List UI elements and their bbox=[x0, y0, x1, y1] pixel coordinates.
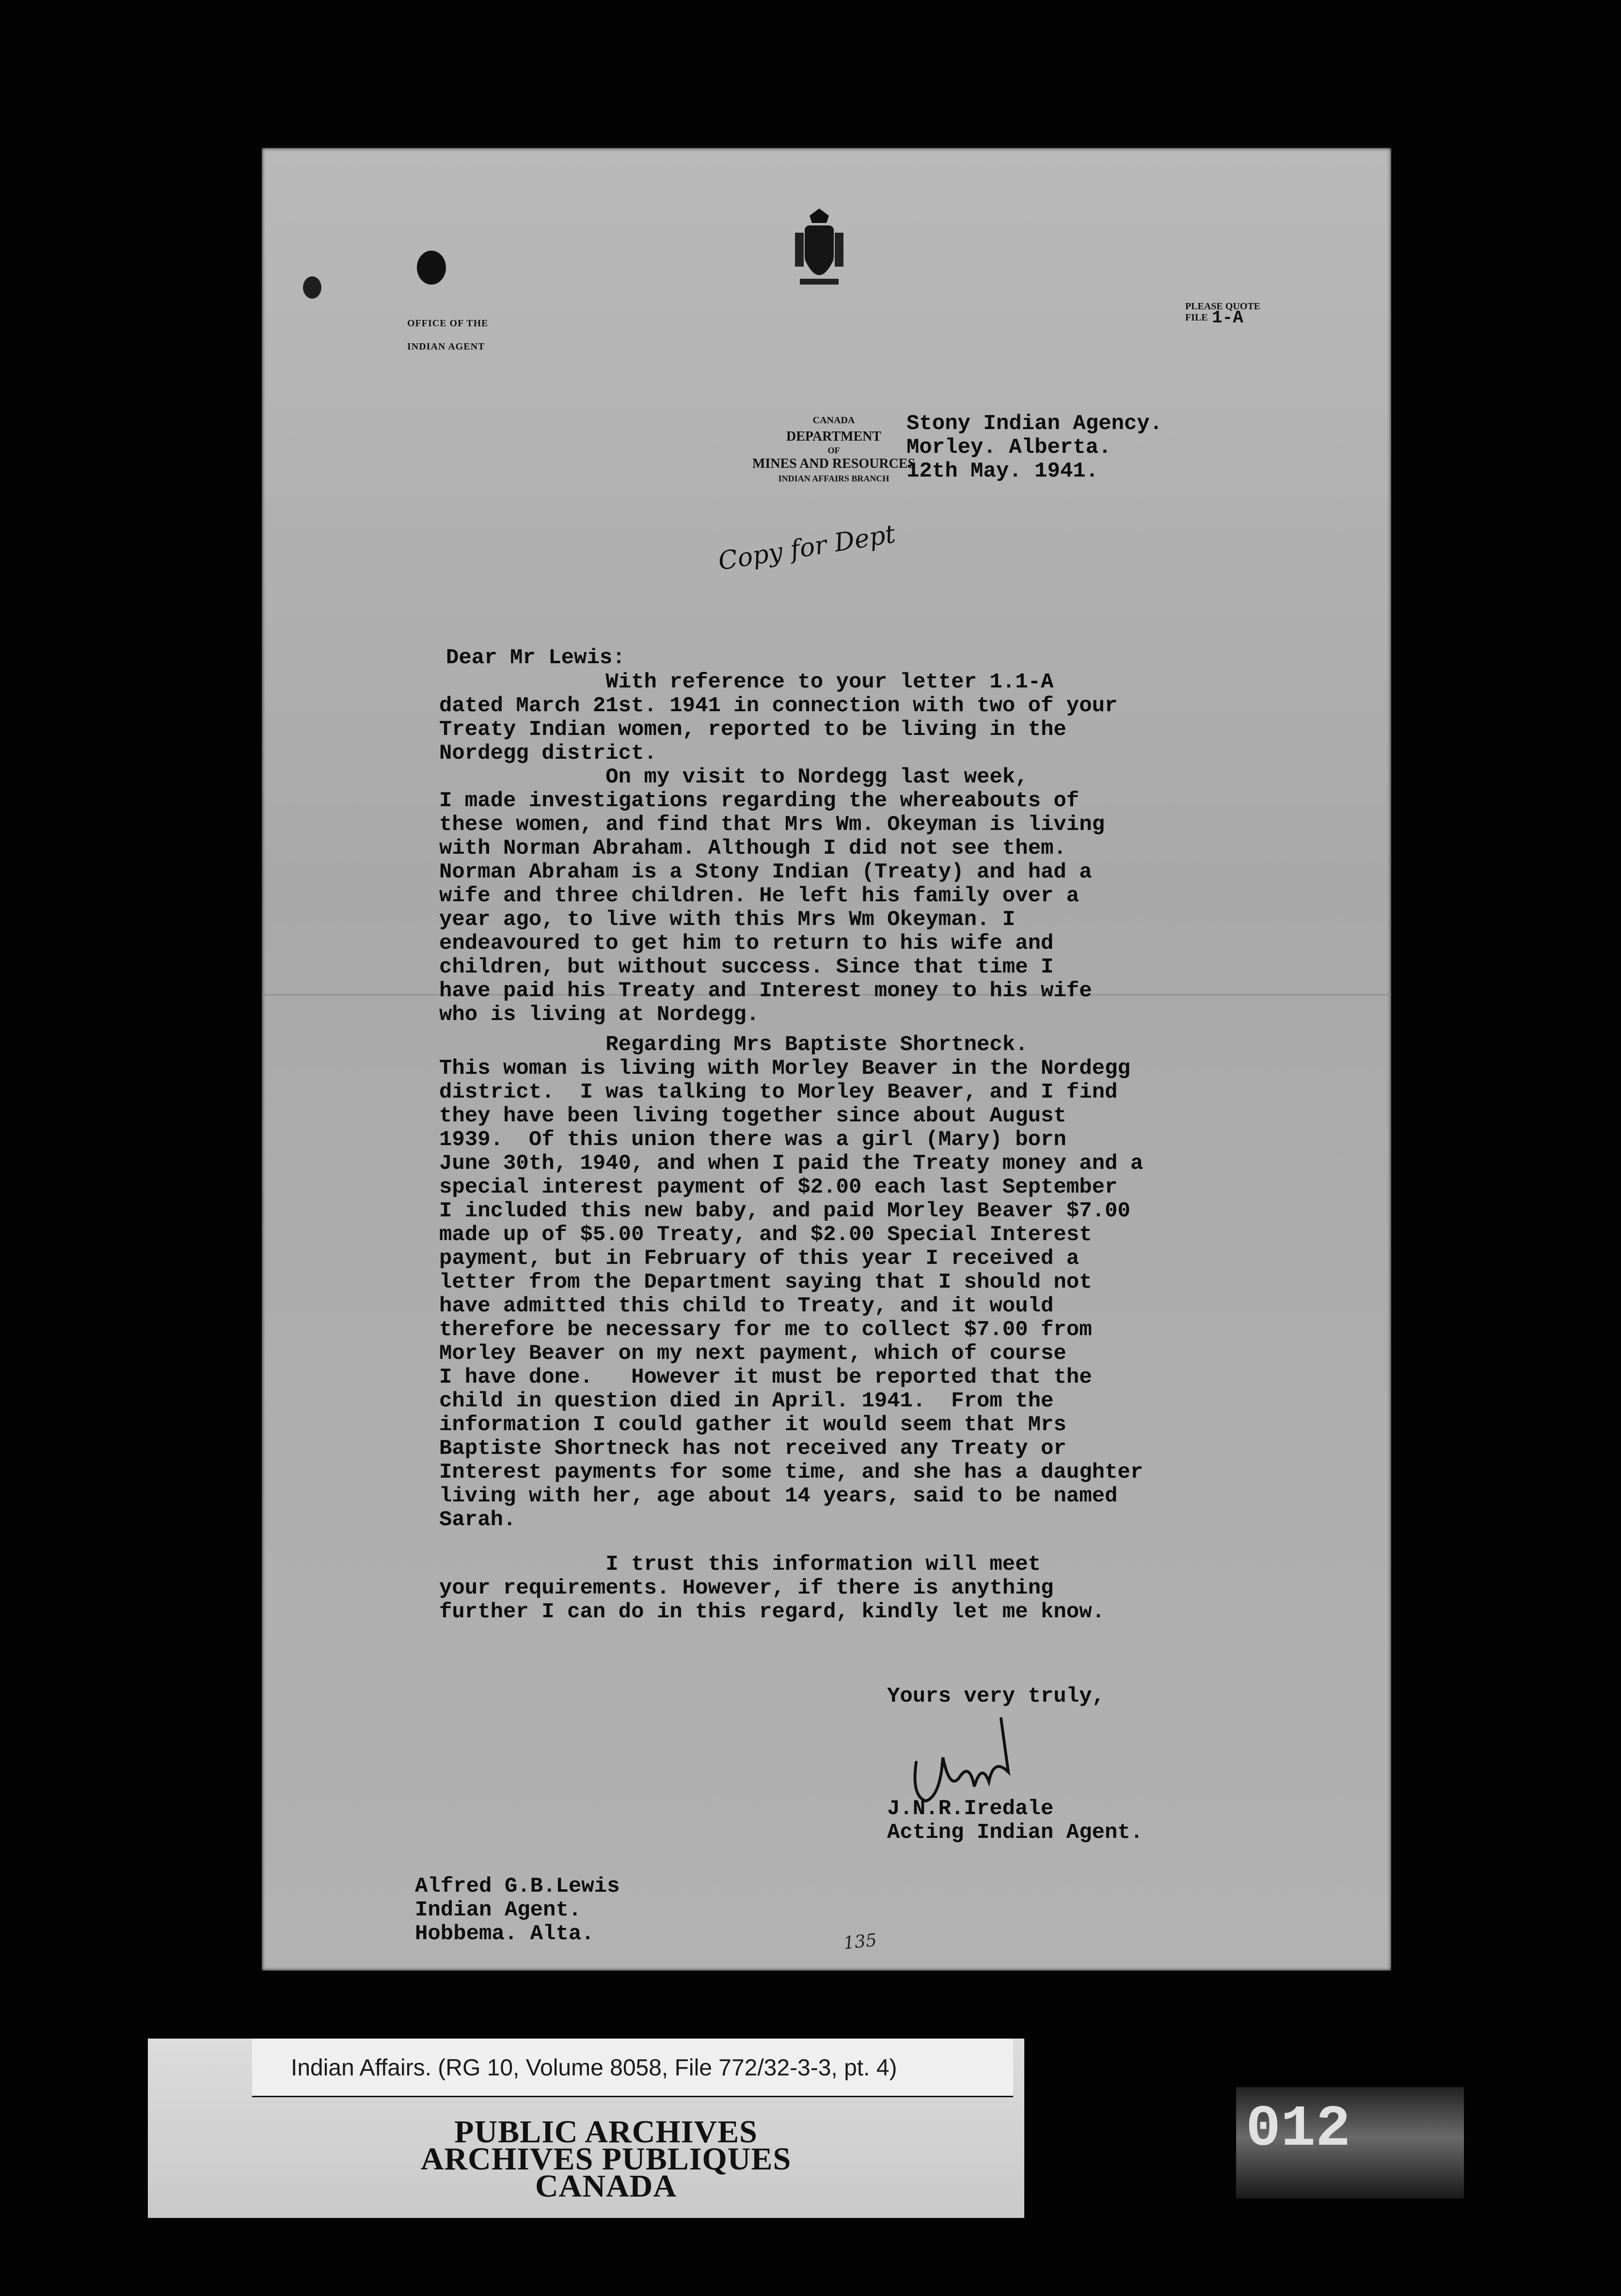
text-line: letter from the Department saying that I should not bbox=[439, 1270, 1092, 1294]
address-line2: Morley. Alberta. bbox=[906, 435, 1112, 460]
signer-title: Acting Indian Agent. bbox=[887, 1820, 1144, 1845]
branch-label: INDIAN AFFAIRS BRANCH bbox=[778, 474, 890, 483]
text-line: With reference to your letter 1.1-A bbox=[439, 670, 1054, 694]
text-line: therefore be necessary for me to collect $7.00 from bbox=[439, 1318, 1092, 1342]
paragraph-2 bbox=[439, 1033, 1143, 1532]
country-label: CANADA bbox=[812, 415, 855, 426]
archive-line3: CANADA bbox=[535, 2168, 677, 2204]
paragraph-1 bbox=[439, 670, 1117, 1027]
recipient-location: Hobbema. Alta. bbox=[415, 1922, 594, 1946]
paragraph-3 bbox=[439, 1553, 1105, 1624]
text-line: these women, and find that Mrs Wm. Okeyman is living bbox=[439, 813, 1105, 837]
sender-address bbox=[906, 412, 1162, 483]
file-number: 1-A bbox=[1212, 308, 1243, 328]
frame-counter bbox=[1236, 2087, 1464, 2199]
salutation: Dear Mr Lewis: bbox=[446, 646, 625, 670]
letter-page bbox=[262, 148, 1391, 1971]
department-label: DEPARTMENT bbox=[786, 429, 882, 444]
archive-line2: ARCHIVES PUBLIQUES bbox=[420, 2141, 792, 2177]
recipient-title: Indian Agent. bbox=[415, 1898, 582, 1922]
recipient-name: Alfred G.B.Lewis bbox=[415, 1874, 620, 1898]
please-quote-label: PLEASE QUOTE bbox=[1185, 301, 1260, 312]
signer-block bbox=[887, 1797, 1143, 1845]
text-line: district. I was talking to Morley Beaver, and I find bbox=[439, 1080, 1118, 1104]
text-line: Morley Beaver on my next payment, which of course bbox=[439, 1341, 1066, 1366]
address-line1: Stony Indian Agency. bbox=[906, 412, 1163, 436]
text-line: Interest payments for some time, and she has a daughter bbox=[439, 1460, 1144, 1484]
file-label: FILE bbox=[1185, 312, 1208, 323]
text-line: I have done. However it must be reported that the bbox=[439, 1365, 1092, 1389]
text-line: dated March 21st. 1941 in connection with two of your bbox=[439, 694, 1118, 718]
office-header bbox=[407, 312, 488, 358]
closing: Yours very truly, bbox=[887, 1684, 1105, 1708]
office-line2: INDIAN AGENT bbox=[407, 341, 485, 352]
frame-counter-value: 012 bbox=[1246, 2097, 1351, 2163]
recipient-block bbox=[415, 1875, 620, 1946]
text-line: endeavoured to get him to return to his wife and bbox=[439, 931, 1054, 956]
punch-hole bbox=[417, 251, 446, 285]
archive-stamp bbox=[407, 2114, 805, 2204]
text-line: they have been living together since about August bbox=[439, 1104, 1066, 1128]
text-line: I included this new baby, and paid Morley Beaver $7.00 bbox=[439, 1199, 1130, 1223]
text-line: I trust this information will meet bbox=[439, 1552, 1041, 1577]
date-line: 12th May. 1941. bbox=[906, 459, 1099, 483]
text-line: information I could gather it would seem that Mrs bbox=[439, 1413, 1066, 1437]
of-label: OF bbox=[827, 446, 840, 455]
handwritten-annotation: Copy for Dept bbox=[716, 519, 898, 576]
text-line: payment, but in February of this year I received a bbox=[439, 1246, 1080, 1271]
text-line: child in question died in April. 1941. From the bbox=[439, 1389, 1054, 1413]
text-line: have paid his Treaty and Interest money to his wife bbox=[439, 979, 1092, 1003]
text-line: made up of $5.00 Treaty, and $2.00 Special Interest bbox=[439, 1223, 1092, 1247]
coat-of-arms-icon bbox=[790, 206, 848, 293]
text-line: with Norman Abraham. Although I did not see them. bbox=[439, 836, 1066, 861]
text-line: Treaty Indian women, reported to be living in the bbox=[439, 718, 1066, 742]
signer-name: J.N.R.Iredale bbox=[887, 1797, 1054, 1821]
text-line: year ago, to live with this Mrs Wm Okeyman. I bbox=[439, 908, 1016, 932]
text-line: children, but without success. Since that time I bbox=[439, 955, 1054, 979]
text-line: Norman Abraham is a Stony Indian (Treaty) and had a bbox=[439, 860, 1092, 884]
text-line: living with her, age about 14 years, said to be named bbox=[439, 1484, 1118, 1508]
text-line: Sarah. bbox=[439, 1508, 516, 1532]
text-line: wife and three children. He left his family over a bbox=[439, 884, 1080, 908]
text-line: Nordegg district. bbox=[439, 741, 657, 765]
ink-smudge bbox=[303, 276, 321, 299]
text-line: This woman is living with Morley Beaver in the Nordegg bbox=[439, 1056, 1130, 1081]
text-line: special interest payment of $2.00 each last September bbox=[439, 1175, 1118, 1199]
text-line: further I can do in this regard, kindly let me know. bbox=[439, 1600, 1105, 1624]
office-line1: OFFICE OF THE bbox=[407, 318, 489, 329]
text-line: On my visit to Nordegg last week, bbox=[439, 765, 1028, 789]
archive-line1: PUBLIC ARCHIVES bbox=[454, 2114, 758, 2150]
text-line: who is living at Nordegg. bbox=[439, 1003, 760, 1027]
ministry-label: MINES AND RESOURCES bbox=[752, 456, 916, 471]
page-mark: 135 bbox=[842, 1930, 878, 1954]
text-line: have admitted this child to Treaty, and it would bbox=[439, 1294, 1054, 1318]
text-line: Regarding Mrs Baptiste Shortneck. bbox=[439, 1033, 1028, 1057]
text-line: Baptiste Shortneck has not received any Treaty or bbox=[439, 1436, 1066, 1461]
archive-reference: Indian Affairs. (RG 10, Volume 8058, File 772/32-3-3, pt. 4) bbox=[291, 2055, 897, 2081]
text-line: June 30th, 1940, and when I paid the Treaty money and a bbox=[439, 1151, 1144, 1176]
text-line: 1939. Of this union there was a girl (Mary) born bbox=[439, 1128, 1066, 1152]
text-line: your requirements. However, if there is anything bbox=[439, 1576, 1054, 1600]
text-line: I made investigations regarding the whereabouts of bbox=[439, 789, 1080, 813]
